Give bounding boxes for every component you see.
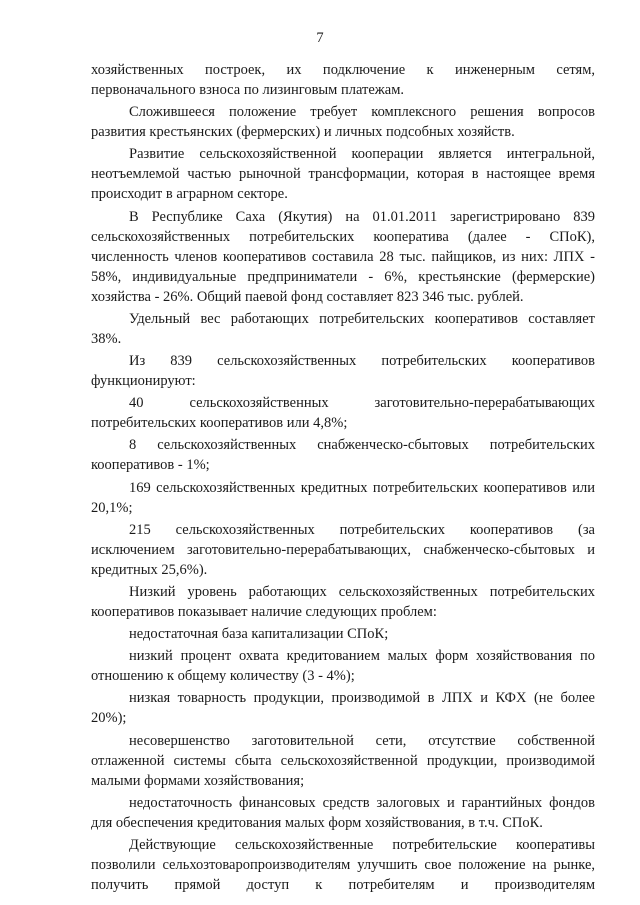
problem-item-4: несовершенство заготовительной сети, отсутствие собственной отлаженной системы сбыта сельскохозяйственной продукции, производимой малыми формами хозяйствования; <box>91 732 595 789</box>
paragraph-1: хозяйственных построек, их подключение к инженерным сетям, первоначального взноса по лизинговым платежам. <box>91 62 595 98</box>
paragraph-4: В Республике Саха (Якутия) на 01.01.2011 зарегистрировано 839 сельскохозяйственных потребительских кооператива (далее - СПоК), численность членов кооперативов составила 28 тыс. пайщиков, из них: ЛПХ - 58%, индивидуальные предприниматели - 6%, крестьянские (фермерские) хозяйства - 26%. Общий паевой фонд составляет 823 346 тыс. рублей. <box>91 208 595 305</box>
paragraph-6: Из 839 сельскохозяйственных потребительских кооперативов функционируют: <box>91 352 595 389</box>
paragraph-2: Сложившееся положение требует комплексного решения вопросов развития крестьянских (фермерских) и личных подсобных хозяйств. <box>91 104 595 141</box>
problem-item-2: низкий процент охвата кредитованием малых форм хозяйствования по отношению к общему количеству (3 - 4%); <box>91 648 595 685</box>
paragraph-7: Низкий уровень работающих сельскохозяйственных потребительских кооперативов показывает наличие следующих проблем: <box>91 583 595 620</box>
list-item-2: 8 сельскохозяйственных снабженческо-сбытовых потребительских кооперативов - 1%; <box>91 437 595 474</box>
problem-item-1: недостаточная база капитализации СПоК; <box>129 626 389 643</box>
list-item-3: 169 сельскохозяйственных кредитных потребительских кооперативов или 20,1%; <box>91 479 595 516</box>
page-number: 7 <box>316 30 324 46</box>
problem-item-3: низкая товарность продукции, производимой в ЛПХ и КФХ (не более 20%); <box>91 690 595 727</box>
paragraph-5: Удельный вес работающих потребительских кооперативов составляет 38%. <box>91 310 595 347</box>
problem-item-5: недостаточность финансовых средств залоговых и гарантийных фондов для обеспечения кредитования малых форм хозяйствования, в т.ч. СПоК. <box>91 794 595 831</box>
document-body <box>91 60 595 897</box>
list-item-4: 215 сельскохозяйственных потребительских кооперативов (за исключением заготовительно-перерабатывающих, снабженческо-сбытовых и кредитных 25,6%). <box>91 521 595 578</box>
paragraph-8: Действующие сельскохозяйственные потребительские кооперативы позволили сельхозтоваропроизводителям улучшить свое положение на рынке, получить прямой доступ к потребителям и производителям <box>91 837 595 893</box>
paragraph-3: Развитие сельскохозяйственной кооперации является интегральной, неотъемлемой частью рыночной трансформации, которая в настоящее время происходит в аграрном секторе. <box>91 146 595 203</box>
list-item-1: 40 сельскохозяйственных заготовительно-перерабатывающих потребительских кооперативов или 4,8%; <box>91 395 595 432</box>
